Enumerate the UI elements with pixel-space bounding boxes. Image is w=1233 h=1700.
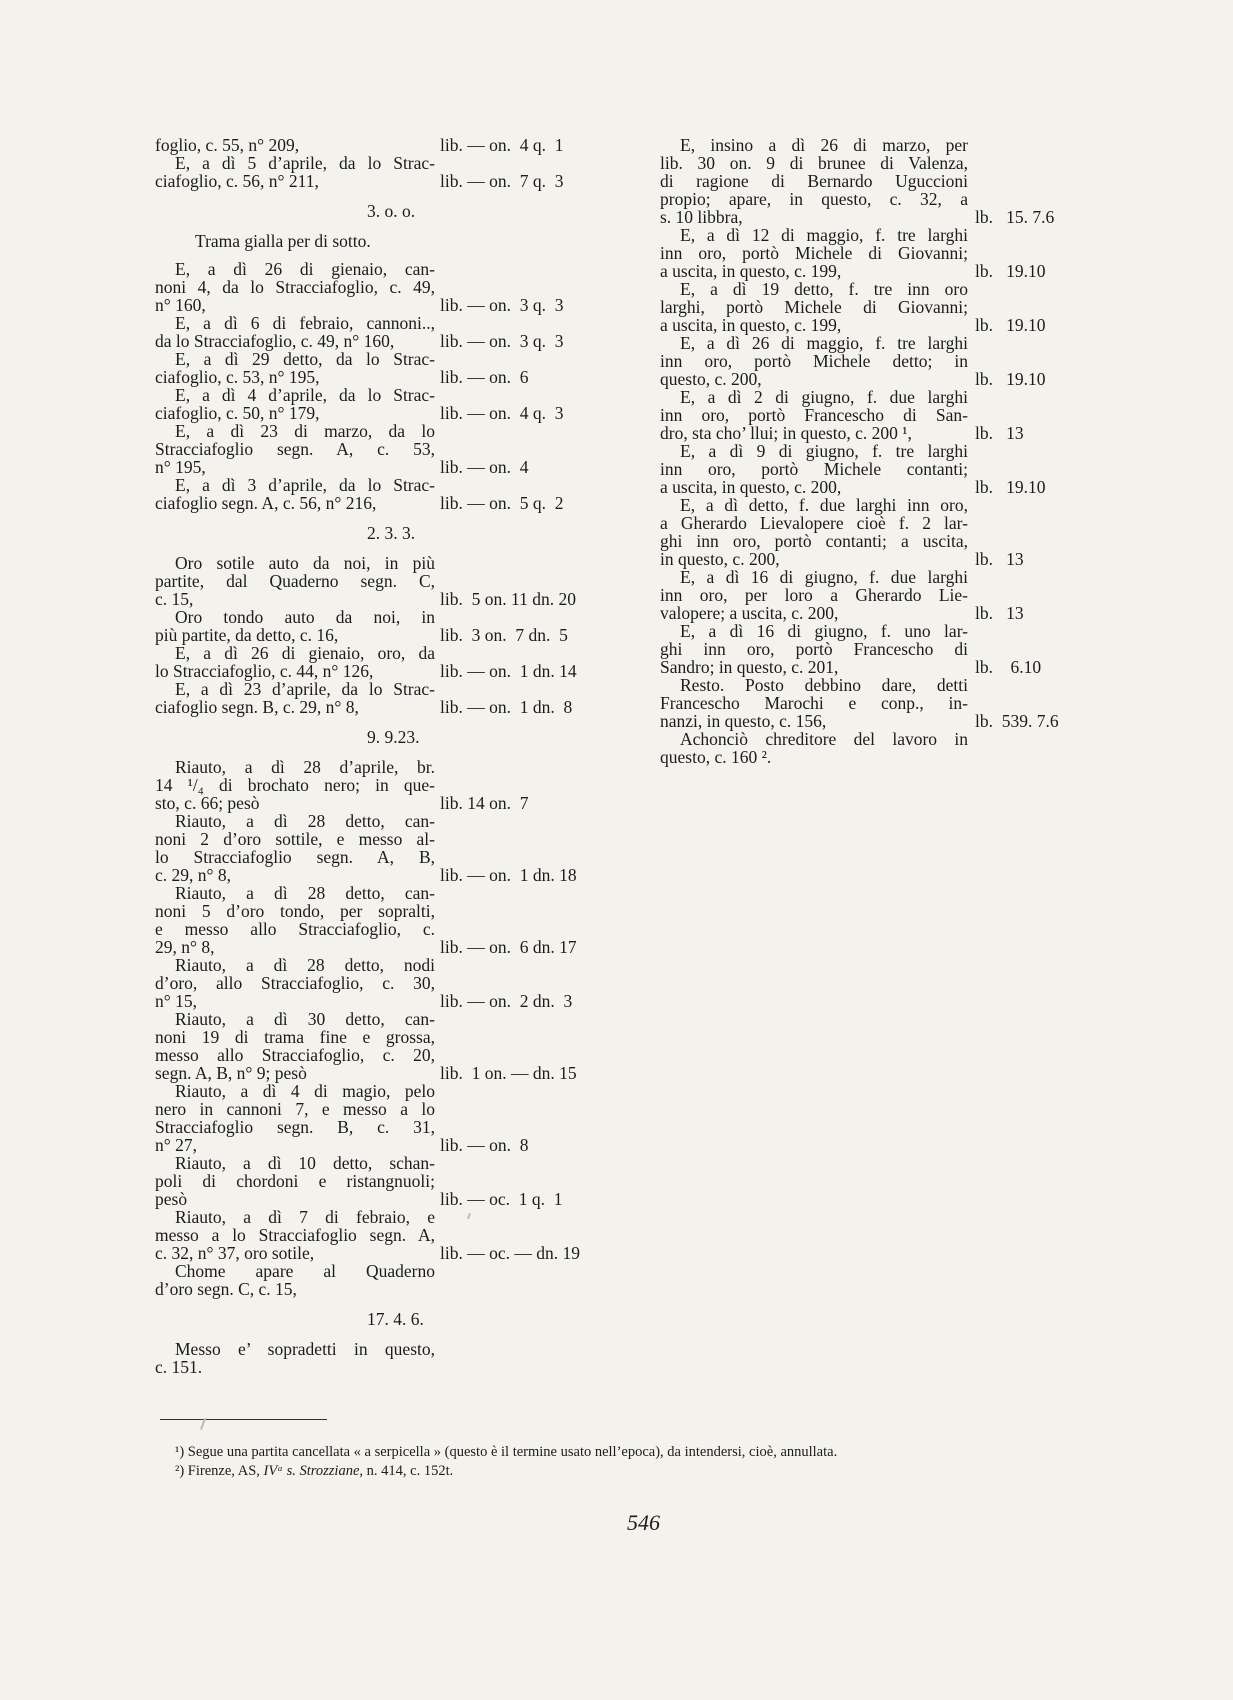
entry-text: Achonciò chreditore del lavoro in [680,729,968,749]
entry-amount: lib. — on. 3 q. 3 [440,295,564,315]
entry-text: inn oro, portò Michele detto; in [660,351,968,371]
entry-amount: lib. — on. 5 q. 2 [440,493,564,513]
ledger-line [660,298,1078,316]
ledger-line [155,662,625,680]
ledger-line [155,440,625,458]
ledger-line [155,1262,625,1280]
subtotal-1: 3. o. o. [367,201,416,221]
entry-text: ciafoglio segn. A, c. 56, n° 216, [155,493,377,513]
footnote-2-italic: IVᵃ s. Strozziane, [263,1463,364,1479]
ledger-line [660,352,1078,370]
entry-text: E, a dì 16 di giugno, f. due larghi [680,567,968,587]
entry-text: Oro sotile auto da noi, in più [175,553,435,573]
ledger-line [155,368,625,386]
left-column [155,136,625,1376]
ledger-line [155,776,625,794]
entry-text: n° 195, [155,457,206,477]
entry-text: inn oro, portò Michele contanti; [660,459,968,479]
ledger-line [660,568,1078,586]
ledger-line [155,314,625,332]
ledger-line [660,388,1078,406]
ledger-line [660,712,1078,730]
entry-text: Riauto, a dì 7 di febraio, e [175,1207,435,1227]
ledger-line [155,608,625,626]
entry-text: ciafoglio segn. B, c. 29, n° 8, [155,697,359,717]
entry-text: nanzi, in questo, c. 156, [660,711,827,731]
ledger-line [660,586,1078,604]
entry-amount: lb. 13 [975,423,1024,443]
entry-amount: lib. — on. 1 dn. 14 [440,661,577,681]
entry-text: E, a dì detto, f. due larghi inn oro, [680,495,968,515]
entry-text: messo allo Stracciafoglio, c. 20, [155,1045,435,1065]
ledger-line [660,208,1078,226]
ledger-line [660,334,1078,352]
footnote-2-suffix: n. 414, c. 152t. [363,1463,454,1479]
entry-text: Riauto, a dì 28 detto, can- [175,883,435,903]
ledger-line [660,604,1078,622]
ledger-line [660,460,1078,478]
ledger-line [660,550,1078,568]
entry-text: lo Stracciafoglio, c. 44, n° 126, [155,661,374,681]
entry-text: Riauto, a dì 28 detto, nodi [175,955,435,975]
entry-text: c. 32, n° 37, oro sotile, [155,1243,315,1263]
entry-text: ciafoglio, c. 56, n° 211, [155,171,319,191]
ledger-line [155,812,625,830]
entry-text: E, insino a dì 26 di marzo, per [680,135,968,155]
entry-text: inn oro, portò Francescho di San- [660,405,968,425]
entry-amount: lib. — on. 3 q. 3 [440,331,564,351]
ledger-line [155,902,625,920]
entry-text: E, a dì 3 d’aprile, da lo Strac- [175,475,435,495]
ledger-line [155,794,625,812]
ledger-line [155,848,625,866]
ledger-block-e [155,1340,625,1376]
ledger-line [155,136,625,154]
entry-text: ciafoglio, c. 53, n° 195, [155,367,320,387]
entry-text: messo a lo Stracciafoglio segn. A, [155,1225,435,1245]
entry-text: larghi, portò Michele di Giovanni; [660,297,968,317]
entry-text: questo, c. 160 ². [660,747,772,767]
ledger-line [660,424,1078,442]
entry-text: noni 5 d’oro tondo, per sopralti, [155,901,435,921]
entry-text: E, a dì 26 di gienaio, oro, da [175,643,435,663]
footnote-1: ¹) Segue una partita cancellata « a serpicella » (questo è il termine usato nell’epoca), da intendersi, cioè, annullata. [175,1444,838,1460]
ledger-line [660,640,1078,658]
ledger-line [155,458,625,476]
ledger-line [660,316,1078,334]
ledger-line [155,992,625,1010]
ledger-line [660,442,1078,460]
ledger-line [660,514,1078,532]
ledger-line [660,226,1078,244]
entry-text: 14 ¹/₄ di brochato nero; in que- [155,775,435,795]
ledger-line [155,1028,625,1046]
ledger-block-c [155,554,625,716]
entry-amount: lib. — on. 8 [440,1135,529,1155]
entry-text: sto, c. 66; pesò [155,793,260,813]
entry-text: Messo e’ sopradetti in questo, [175,1339,435,1359]
entry-text: c. 151. [155,1357,203,1377]
ledger-line [155,956,625,974]
entry-text: E, a dì 4 d’aprile, da lo Strac- [175,385,435,405]
entry-text: s. 10 libbra, [660,207,743,227]
ledger-line [660,370,1078,388]
entry-amount: lib. — on. 1 dn. 18 [440,865,577,885]
entry-text: n° 15, [155,991,197,1011]
entry-amount: lib. 5 on. 11 dn. 20 [440,589,576,609]
ledger-line [155,1046,625,1064]
entry-text: 29, n° 8, [155,937,215,957]
entry-amount: lib. — on. 4 q. 1 [440,135,564,155]
right-column [660,136,1078,766]
ledger-line [155,572,625,590]
ledger-line [155,1172,625,1190]
entry-text: n° 27, [155,1135,197,1155]
ledger-line [155,1082,625,1100]
entry-text: Chome apare al Quaderno [175,1261,435,1281]
entry-text: E, a dì 9 di giugno, f. tre larghi [680,441,968,461]
entry-amount: lb. 6.10 [975,657,1042,677]
entry-text: di ragione di Bernardo Uguccioni [660,171,968,191]
entry-text: valopere; a uscita, c. 200, [660,603,839,623]
ledger-line [660,154,1078,172]
ledger-line [155,884,625,902]
ledger-line [155,554,625,572]
entry-text: Resto. Posto debbino dare, detti [680,675,968,695]
entry-amount: lib. — on. 7 q. 3 [440,171,564,191]
ledger-line [660,190,1078,208]
ledger-line [155,296,625,314]
ledger-line [155,866,625,884]
ledger-line [155,1010,625,1028]
entry-amount: lb. 15. 7.6 [975,207,1055,227]
entry-text: Stracciafoglio segn. B, c. 31, [155,1117,435,1137]
ledger-line [155,1154,625,1172]
entry-amount: lb. 13 [975,549,1024,569]
entry-text: E, a dì 5 d’aprile, da lo Strac- [175,153,435,173]
footnote-2 [175,1462,1115,1481]
ledger-line [155,698,625,716]
entry-text: questo, c. 200, [660,369,762,389]
entry-text: da lo Stracciafoglio, c. 49, n° 160, [155,331,395,351]
subtotal-4: 17. 4. 6. [367,1309,424,1329]
ledger-line [155,1100,625,1118]
page-number: 546 [627,1510,660,1535]
ledger-block-d [155,758,625,1298]
entry-amount: lb. 19.10 [975,261,1046,281]
ledger-line [660,280,1078,298]
ledger-line [660,694,1078,712]
ledger-line [155,260,625,278]
entry-text: E, a dì 2 di giugno, f. due larghi [680,387,968,407]
entry-text: E, a dì 23 d’aprile, da lo Strac- [175,679,435,699]
entry-text: pesò [155,1189,188,1209]
ledger-line [660,478,1078,496]
entry-amount: lb. 19.10 [975,315,1046,335]
ledger-line [155,644,625,662]
entry-amount: lib. — on. 4 [440,457,529,477]
entry-text: lo Stracciafoglio segn. A, B, [155,847,435,867]
entry-amount: lib. 14 on. 7 [440,793,529,813]
entry-text: c. 15, [155,589,194,609]
entry-text: ghi inn oro, portò contanti; a uscita, [660,531,968,551]
ledger-line [660,532,1078,550]
ledger-line [660,748,1078,766]
entry-text: noni 19 di trama fine e grossa, [155,1027,435,1047]
entry-text: lib. 30 on. 9 di brunee di Valenza, [660,153,968,173]
entry-amount: lib. — on. 6 dn. 17 [440,937,577,957]
entry-text: poli di chordoni e ristangnuoli; [155,1171,435,1191]
entry-text: segn. A, B, n° 9; pesò [155,1063,307,1083]
entry-text: foglio, c. 55, n° 209, [155,135,300,155]
entry-text: a uscita, in questo, c. 199, [660,315,842,335]
ledger-line [155,1208,625,1226]
entry-text: e messo allo Stracciafoglio, c. [155,919,435,939]
footnotes [175,1443,1115,1481]
entry-amount: lib. 3 on. 7 dn. 5 [440,625,568,645]
entry-text: E, a dì 29 detto, da lo Strac- [175,349,435,369]
entry-text: Riauto, a dì 30 detto, can- [175,1009,435,1029]
ledger-line [155,422,625,440]
ledger-line [155,626,625,644]
entry-text: Riauto, a dì 28 detto, can- [175,811,435,831]
ledger-line [155,1064,625,1082]
entry-text: a uscita, in questo, c. 199, [660,261,842,281]
entry-amount: lib. 1 on. — dn. 15 [440,1063,577,1083]
ledger-line [155,830,625,848]
ledger-block-b [155,260,625,512]
ledger-line [660,406,1078,424]
entry-text: ghi inn oro, portò Francescho di [660,639,968,659]
entry-amount: lib. — oc. 1 q. 1 [440,1189,563,1209]
section-heading: Trama gialla per di sotto. [195,231,371,251]
entry-text: E, a dì 26 di maggio, f. tre larghi [680,333,968,353]
ledger-block-a [155,136,625,190]
ledger-line [155,974,625,992]
ledger-line [660,172,1078,190]
entry-text: più partite, da detto, c. 16, [155,625,339,645]
ledger-line [155,1340,625,1358]
ledger-line [660,262,1078,280]
entry-text: a uscita, in questo, c. 200, [660,477,842,497]
ledger-line [155,590,625,608]
entry-text: partite, dal Quaderno segn. C, [155,571,435,591]
ledger-line [155,1244,625,1262]
entry-text: Oro tondo auto da noi, in [175,607,435,627]
entry-amount: lb. 13 [975,603,1024,623]
entry-text: n° 160, [155,295,206,315]
footnote-2-prefix: ²) Firenze, AS, [175,1463,264,1479]
entry-amount: lib. — on. 1 dn. 8 [440,697,573,717]
entry-text: Stracciafoglio segn. A, c. 53, [155,439,435,459]
entry-amount: lib. — oc. — dn. 19 [440,1243,580,1263]
ledger-line [155,350,625,368]
entry-text: Sandro; in questo, c. 201, [660,657,839,677]
ledger-line [155,404,625,422]
entry-text: ciafoglio, c. 50, n° 179, [155,403,320,423]
ledger-line [155,1190,625,1208]
ledger-line [155,278,625,296]
entry-text: E, a dì 19 detto, f. tre inn oro [680,279,968,299]
entry-text: c. 29, n° 8, [155,865,232,885]
ledger-line [155,680,625,698]
entry-text: Francescho Marochi e conp., in- [660,693,968,713]
entry-amount: lb. 19.10 [975,477,1046,497]
ledger-line [155,1136,625,1154]
ledger-line [155,476,625,494]
entry-text: E, a dì 12 di maggio, f. tre larghi [680,225,968,245]
ledger-line [660,658,1078,676]
ledger-line [155,920,625,938]
entry-text: Riauto, a dì 10 detto, schan- [175,1153,435,1173]
entry-text: Riauto, a dì 28 d’aprile, br. [175,757,435,777]
entry-text: Riauto, a dì 4 di magio, pelo [175,1081,435,1101]
entry-amount: lb. 539. 7.6 [975,711,1059,731]
entry-text: in questo, c. 200, [660,549,780,569]
ledger-line [155,154,625,172]
entry-amount: lb. 19.10 [975,369,1046,389]
ledger-line [660,622,1078,640]
ledger-line [155,1280,625,1298]
ledger-line [155,332,625,350]
ledger-line [155,758,625,776]
entry-text: dro, sta cho’ llui; in questo, c. 200 ¹, [660,423,912,443]
entry-text: d’oro segn. C, c. 15, [155,1279,297,1299]
entry-text: propio; apare, in questo, c. 32, a [660,189,968,209]
ledger-line [660,676,1078,694]
entry-text: E, a dì 16 di giugno, f. uno lar- [680,621,968,641]
entry-text: noni 4, da lo Stracciafoglio, c. 49, [155,277,435,297]
entry-text: inn oro, portò Michele di Giovanni; [660,243,968,263]
entry-text: E, a dì 23 di marzo, da lo [175,421,435,441]
footnote-rule [160,1419,327,1420]
entry-text: d’oro, allo Stracciafoglio, c. 30, [155,973,435,993]
ledger-line [155,1226,625,1244]
entry-text: a Gherardo Lievalopere cioè f. 2 lar- [660,513,968,533]
entry-text: nero in cannoni 7, e messo a lo [155,1099,435,1119]
entry-text: inn oro, per loro a Gherardo Lie- [660,585,968,605]
entry-amount: lib. — on. 4 q. 3 [440,403,564,423]
subtotal-3: 9. 9.23. [367,727,420,747]
ledger-line [155,494,625,512]
subtotal-2: 2. 3. 3. [367,523,416,543]
ledger-line [155,172,625,190]
entry-text: E, a dì 26 di gienaio, can- [175,259,435,279]
ledger-line [660,730,1078,748]
entry-text: E, a dì 6 di febraio, cannoni.., [175,313,435,333]
ledger-line [660,244,1078,262]
entry-text: noni 2 d’oro sottile, e messo al- [155,829,435,849]
entry-amount: lib. — on. 6 [440,367,529,387]
ledger-line [155,938,625,956]
entry-amount: lib. — on. 2 dn. 3 [440,991,573,1011]
ledger-line [660,136,1078,154]
ledger-block-right [660,136,1078,766]
ledger-line [155,1358,625,1376]
ledger-line [155,386,625,404]
ledger-line [660,496,1078,514]
ledger-line [155,1118,625,1136]
